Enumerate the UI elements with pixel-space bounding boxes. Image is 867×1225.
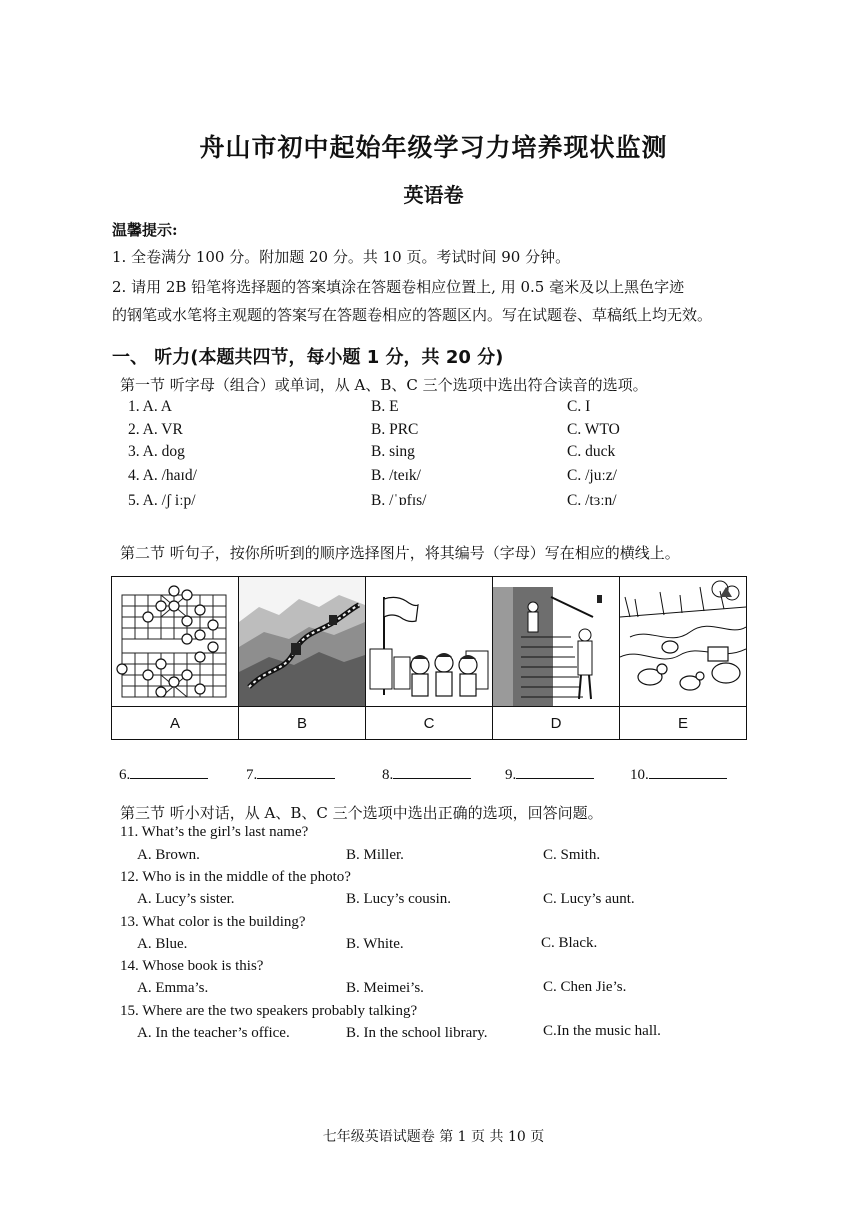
picture-c-flag-students [366, 577, 493, 707]
q3-option-a: 3. A. dog [128, 443, 185, 460]
picture-label-a: A [112, 707, 239, 740]
blank-line[interactable] [649, 764, 727, 779]
section-heading: 一、 听力(本题共四节，每小题 1 分，共 20 分) [112, 347, 504, 368]
picture-table [111, 576, 747, 740]
answer-blank-9[interactable] [505, 764, 594, 784]
q1-option-b: B. E [371, 398, 399, 415]
blank-number: 10. [630, 767, 649, 783]
picture-e-farm [620, 577, 747, 707]
page-subtitle: 英语卷 [403, 183, 464, 207]
q4-option-b: B. /teɪk/ [371, 467, 421, 484]
picture-label-d: D [493, 707, 620, 740]
answer-blank-8[interactable] [382, 764, 471, 784]
picture-a-chess [112, 577, 239, 707]
q2-option-a: 2. A. VR [128, 421, 183, 438]
great-wall-illustration [239, 577, 365, 706]
picture-label-b: B [239, 707, 366, 740]
picture-b-great-wall [239, 577, 366, 707]
q12-option-a: A. Lucy’s sister. [137, 891, 235, 907]
q12-option-b: B. Lucy’s cousin. [346, 891, 451, 907]
tips-label: 温馨提示: [112, 221, 178, 239]
q2-option-b: B. PRC [371, 421, 419, 438]
answer-blank-7[interactable] [246, 764, 335, 784]
q4-option-a: 4. A. /haɪd/ [128, 467, 197, 484]
q11-option-a: A. Brown. [137, 847, 200, 863]
q14-option-a: A. Emma’s. [137, 980, 209, 996]
q3-option-b: B. sing [371, 443, 415, 460]
flag-students-illustration [366, 577, 492, 706]
q3-option-c: C. duck [567, 443, 616, 460]
q11-option-c: C. Smith. [543, 847, 601, 863]
q5-option-a: 5. A. /ʃ iːp/ [128, 492, 196, 509]
part3-instruction: 第三节 听小对话，从 A、B、C 三个选项中选出正确的选项，回答问题。 [120, 804, 603, 822]
blank-line[interactable] [130, 764, 208, 779]
page-title: 舟山市初中起始年级学习力培养现状监测 [199, 133, 668, 162]
q11-question: 11. What’s the girl’s last name? [120, 824, 309, 840]
picture-d-stairs [493, 577, 620, 707]
q5-option-b: B. /ˈɒfɪs/ [371, 492, 427, 509]
q11-option-b: B. Miller. [346, 847, 404, 863]
q15-option-c: C.In the music hall. [543, 1023, 661, 1039]
tip-line-3: 的钢笔或水笔将主观题的答案写在答题卷相应的答题区内。写在试题卷、草稿纸上均无效。 [112, 306, 713, 324]
q13-question: 13. What color is the building? [120, 914, 306, 930]
q1-option-a: 1. A. A [128, 398, 172, 415]
q13-option-a: A. Blue. [137, 936, 188, 952]
tip-line-2: 2. 请用 2B 铅笔将选择题的答案填涂在答题卷相应位置上, 用 0.5 毫米及以上黑色字迹 [112, 278, 685, 296]
answer-blank-10[interactable] [630, 764, 727, 784]
q5-option-c: C. /tɜːn/ [567, 492, 617, 509]
q15-question: 15. Where are the two speakers probably talking? [120, 1003, 418, 1019]
q14-option-c: C. Chen Jie’s. [543, 979, 627, 995]
q2-option-c: C. WTO [567, 421, 620, 438]
q15-option-a: A. In the teacher’s office. [137, 1025, 290, 1041]
q12-question: 12. Who is in the middle of the photo? [120, 869, 351, 885]
q15-option-b: B. In the school library. [346, 1025, 488, 1041]
q14-question: 14. Whose book is this? [120, 958, 264, 974]
page-footer: 七年级英语试题卷 第 1 页 共 10 页 [322, 1129, 545, 1145]
q14-option-b: B. Meimei’s. [346, 980, 424, 996]
farm-illustration [620, 577, 746, 706]
part2-instruction: 第二节 听句子，按你所听到的顺序选择图片，将其编号（字母）写在相应的横线上。 [120, 544, 680, 562]
picture-label-c: C [366, 707, 493, 740]
blank-line[interactable] [516, 764, 594, 779]
q4-option-c: C. /juːz/ [567, 467, 617, 484]
q1-option-c: C. I [567, 398, 591, 415]
stairs-illustration [493, 577, 619, 706]
picture-label-e: E [620, 707, 747, 740]
tip-line-1: 1. 全卷满分 100 分。附加题 20 分。共 10 页。考试时间 90 分钟。 [112, 248, 571, 266]
part1-instruction: 第一节 听字母（组合）或单词，从 A、B、C 三个选项中选出符合读音的选项。 [120, 376, 648, 394]
blank-line[interactable] [393, 764, 471, 779]
blank-line[interactable] [257, 764, 335, 779]
blank-number: 8. [382, 767, 394, 783]
answer-blank-6[interactable] [119, 764, 208, 784]
blank-number: 6. [119, 767, 131, 783]
blank-number: 7. [246, 767, 258, 783]
chess-board-illustration [112, 577, 238, 706]
q13-option-b: B. White. [346, 936, 404, 952]
q12-option-c: C. Lucy’s aunt. [543, 891, 635, 907]
blank-number: 9. [505, 767, 517, 783]
q13-option-c: C. Black. [541, 935, 598, 951]
